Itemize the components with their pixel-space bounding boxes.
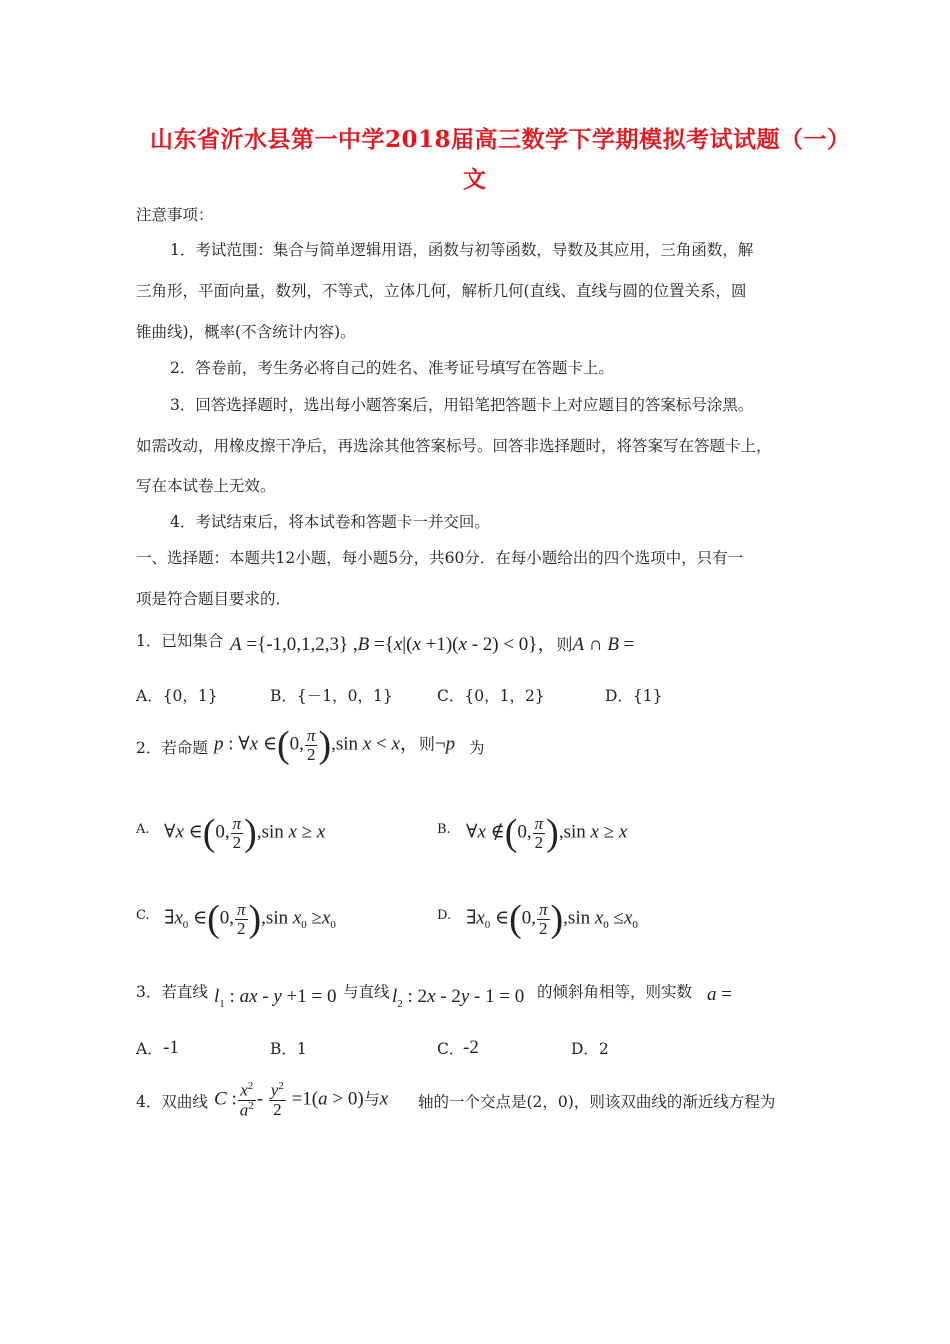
question-4-formula: C : $\frac{x^2}{a^2}$ - $\frac{y^2}{2}$ =1(a > 0)与x xyxy=(214,1080,389,1120)
notice-item-1: 1．考试范围：集合与简单逻辑用语，函数与初等函数，导数及其应用，三角函数，解 xyxy=(170,241,754,259)
question-2-option-b[interactable]: ∀x ∉(0, $\frac{\pi}{2}$ ),sin x ≥ x xyxy=(466,812,628,854)
question-1-option-a[interactable]: A．{0，1} xyxy=(136,687,218,705)
notice-item-1-cont: 三角形，平面向量，数列，不等式，立体几何，解析几何(直线、直线与圆的位置关系，圆 xyxy=(136,282,747,300)
question-1-formula: A ={-1,0,1,2,3} ,B ={x|(x +1)(x - 2) < 0}，则A ∩ B = xyxy=(230,634,635,655)
notice-heading: 注意事项： xyxy=(136,206,214,224)
question-3-line-2: $l_2$ : 2x - 2y - 1 = 0 xyxy=(392,986,525,1010)
question-3-option-c-value[interactable]: -2 xyxy=(463,1037,479,1058)
question-2-option-d-label[interactable]: D. xyxy=(437,908,452,923)
question-2-option-c-label[interactable]: C. xyxy=(136,908,150,923)
notice-item-3: 3．回答选择题时，选出每小题答案后，用铅笔把答题卡上对应题目的答案标号涂黑。 xyxy=(170,396,754,414)
question-3-option-a-value[interactable]: -1 xyxy=(163,1037,179,1058)
section-heading: 一、选择题：本题共12小题，每小题5分，共60分．在每小题给出的四个选项中，只有一 xyxy=(136,549,744,567)
question-3-option-d[interactable]: D．2 xyxy=(571,1040,609,1058)
document-title: 山东省沂水县第一中学2018届高三数学下学期模拟考试试题（一） xyxy=(150,126,851,153)
question-3-option-c[interactable]: C． xyxy=(437,1040,465,1058)
question-3-variable: a = xyxy=(707,984,732,1005)
question-4-end: 轴的一个交点是(2，0)，则该双曲线的渐近线方程为 xyxy=(418,1093,776,1111)
question-3-end: 的倾斜角相等，则实数 xyxy=(537,983,693,1001)
question-2-option-c[interactable]: $\exists x_0$ ∈(0, $\frac{\pi}{2}$ ),sin $x_0 \ge x_0$ xyxy=(164,898,336,940)
question-3-line-1: $l_1$ : ax - y +1 = 0 xyxy=(214,986,337,1010)
notice-item-3-cont2: 写在本试卷上无效。 xyxy=(136,477,276,495)
question-2-option-a[interactable]: ∀x ∈(0, $\frac{\pi}{2}$ ),sin x ≥ x xyxy=(164,812,326,854)
section-heading-cont: 项是符合题目要求的． xyxy=(136,590,292,608)
question-2-option-b-label[interactable]: B. xyxy=(437,822,451,837)
question-2-suffix: 为 xyxy=(469,739,485,757)
question-3-mid: 与直线 xyxy=(343,983,390,1001)
question-1-option-c[interactable]: C．{0，1，2} xyxy=(437,687,545,705)
notice-item-3-cont: 如需改动，用橡皮擦干净后，再选涂其他答案标号。回答非选择题时，将答案写在答题卡上， xyxy=(136,437,772,455)
question-2-stem: 2．若命题 xyxy=(136,739,208,757)
document-title-line2: 文 xyxy=(463,166,487,193)
question-3-option-b[interactable]: B．1 xyxy=(270,1040,307,1058)
notice-item-4: 4．考试结束后，将本试卷和答题卡一并交回。 xyxy=(170,513,490,531)
question-3-option-a[interactable]: A． xyxy=(136,1040,163,1058)
question-2-formula: p : ∀x ∈(0, $\frac{\pi}{2}$ ),sin x < x，则¬p xyxy=(214,724,456,766)
notice-item-1-cont2: 锥曲线)，概率(不含统计内容)。 xyxy=(136,323,356,341)
question-1-option-d[interactable]: D．{1} xyxy=(605,687,663,705)
question-3-stem: 3．若直线 xyxy=(136,983,208,1001)
question-2-option-d[interactable]: $\exists x_0$ ∈(0, $\frac{\pi}{2}$ ),sin $x_0 \le x_0$ xyxy=(466,898,638,940)
question-1-option-b[interactable]: B．{－1，0，1} xyxy=(270,687,393,705)
question-2-option-a-label[interactable]: A. xyxy=(136,822,150,837)
question-4-stem: 4．双曲线 xyxy=(136,1093,208,1111)
question-1-stem: 1．已知集合 xyxy=(136,632,224,650)
notice-item-2: 2．答卷前，考生务必将自己的姓名、准考证号填写在答题卡上。 xyxy=(170,359,614,377)
